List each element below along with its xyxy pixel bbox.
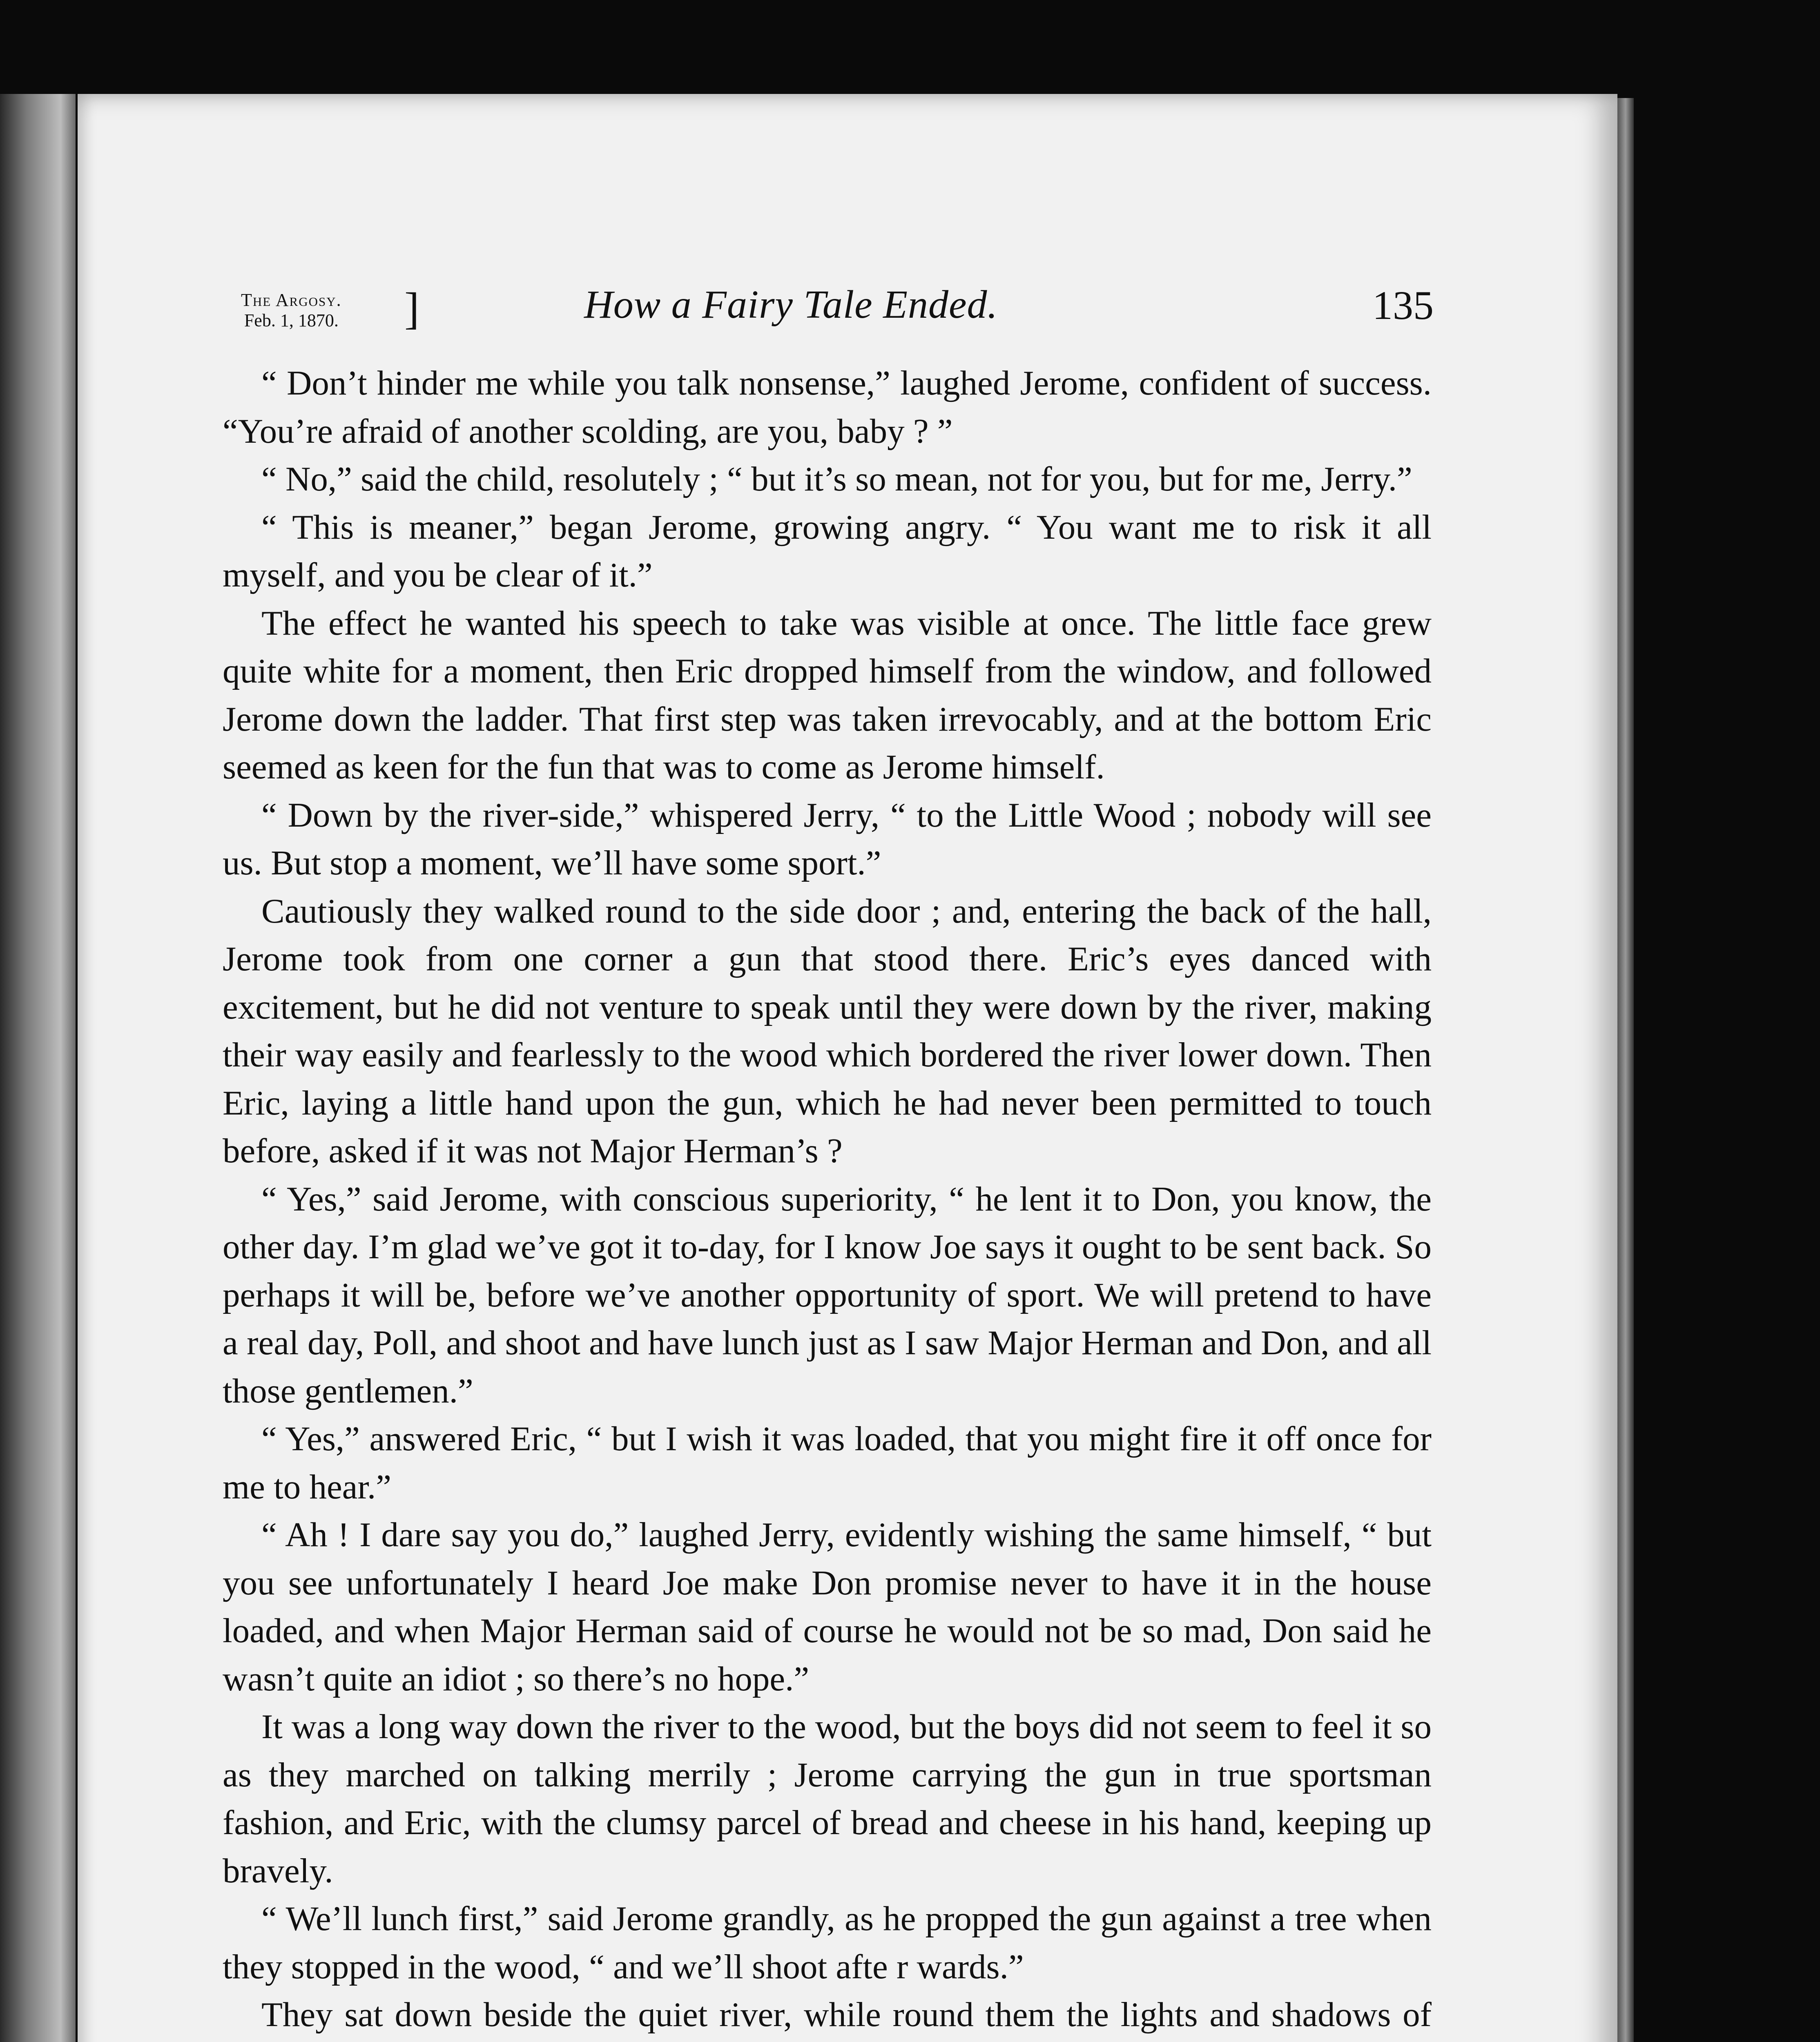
source-bracket: ] <box>404 283 419 333</box>
paragraph: “ Down by the river-side,” whispered Jerry, “ to the Little Wood ; nobody will see us. But stop a moment, we’ll have some sport.” <box>223 796 1432 882</box>
page-fore-edge <box>1617 98 1634 2042</box>
facing-page-edge <box>0 94 76 2042</box>
paragraph: “ We’ll lunch first,” said Jerome grandly, as he propped the gun against a tree when they stopped in the wood, “ and we’ll shoot afte r wards.” <box>223 1899 1432 1986</box>
paragraph: The effect he wanted his speech to take was visible at once. The little face grew quite white for a moment, then Eric dropped himself from the window, and followed Jerome down the ladder. That first step was taken irrevocably, and at the bottom Eric seemed as keen for the fun that was to come as Jerome himself. <box>223 604 1432 786</box>
paragraph: They sat down beside the quiet river, while round them the lights and shadows of <box>261 1995 1432 2034</box>
paragraph: “ This is meaner,” began Jerome, growing angry. “ You want me to risk it all myself, and you be clear of it.” <box>223 508 1432 594</box>
source-date: Feb. 1, 1870. <box>244 310 339 330</box>
paragraph: It was a long way down the river to the wood, but the boys did not seem to feel it so as they marched on talking merrily ; Jerome carrying the gun in true sportsman fashion, and Eric, with the clumsy parcel of bread and cheese in his hand, keeping up bravely. <box>223 1708 1432 1890</box>
page-number: 135 <box>1372 283 1434 328</box>
body-text <box>223 359 1432 2042</box>
running-head <box>159 278 1434 335</box>
paragraph: “ Don’t hinder me while you talk nonsense,” laughed Jerome, confident of success. “You’re afraid of another scolding, are you, baby ? ” <box>223 364 1432 450</box>
paragraph: “ Yes,” answered Eric, “ but I wish it was loaded, that you might fire it off once for me to hear.” <box>223 1420 1432 1506</box>
paragraph: “ Yes,” said Jerome, with conscious superiority, “ he lent it to Don, you know, the other day. I’m glad we’ve got it to-day, for I know Joe says it ought to be sent back. So perhaps it will be, before we’ve another opportunity of sport. We will pretend to have a real day, Poll, and shoot and have lunch just as I saw Major Herman and Don, and all those gentlemen.” <box>223 1179 1432 1410</box>
paragraph: “ No,” said the child, resolutely ; “ but it’s so mean, not for you, but for me, Jerry.” <box>261 460 1412 498</box>
source-title: The Argosy. <box>241 290 342 310</box>
source-citation <box>241 290 342 331</box>
chapter-title: How a Fairy Tale Ended. <box>584 283 998 327</box>
paragraph: Cautiously they walked round to the side door ; and, entering the back of the hall, Jerome took from one corner a gun that stood there. Eric’s eyes danced with excitement, but he did not venture to speak until they were down by the river, making their way easily and fearlessly to the wood which bordered the river lower down. Then Eric, laying a little hand upon the gun, which he had never been permitted to touch before, asked if it was not Major Herman’s ? <box>223 892 1432 1170</box>
paragraph: “ Ah ! I dare say you do,” laughed Jerry, evidently wishing the same himself, “ but you see unfortunately I heard Joe make Don promise never to have it in the house loaded, and when Major Herman said of course he would not be so mad, Don said he wasn’t quite an idiot ; so there’s no hope.” <box>223 1516 1432 1698</box>
